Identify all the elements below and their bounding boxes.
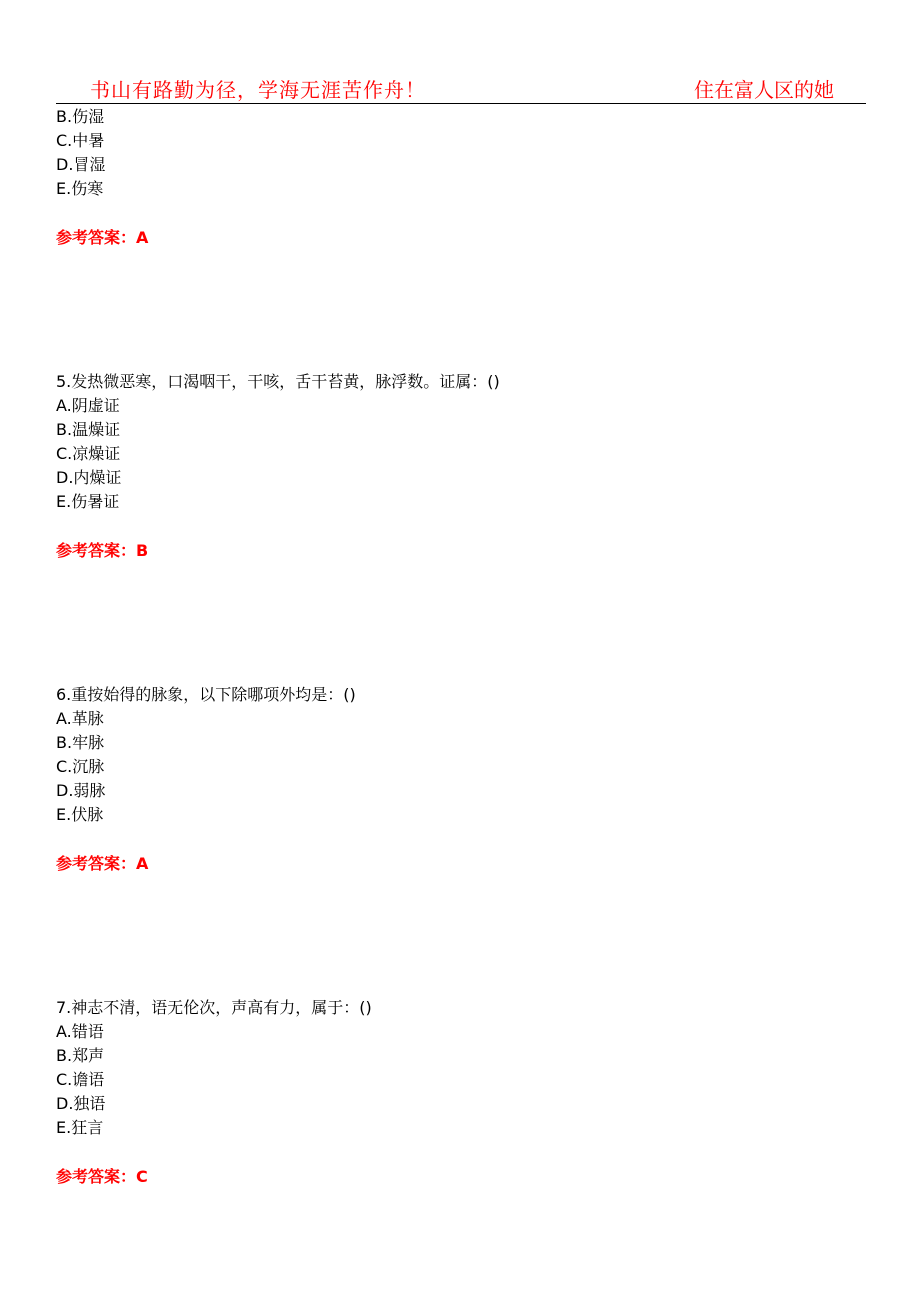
option-e: E.伏脉 bbox=[56, 805, 104, 824]
option-b: B.郑声 bbox=[56, 1046, 105, 1065]
option-d: D.弱脉 bbox=[56, 781, 106, 800]
option-e: E.伤暑证 bbox=[56, 492, 120, 511]
option-d: D.独语 bbox=[56, 1094, 106, 1113]
option-c: C.沉脉 bbox=[56, 757, 105, 776]
question-text: 7.神志不清，语无伦次，声高有力，属于：() bbox=[56, 998, 372, 1017]
reference-answer: 参考答案：A bbox=[56, 854, 149, 873]
option-c: C.中暑 bbox=[56, 131, 105, 150]
option-c: C.凉燥证 bbox=[56, 444, 121, 463]
header-motto: 书山有路勤为径，学海无涯苦作舟！ bbox=[90, 78, 426, 102]
option-a: A.革脉 bbox=[56, 709, 104, 728]
option-b: B.伤湿 bbox=[56, 107, 105, 126]
option-a: A.错语 bbox=[56, 1022, 104, 1041]
option-e: E.伤寒 bbox=[56, 179, 104, 198]
option-a: A.阴虚证 bbox=[56, 396, 120, 415]
reference-answer: 参考答案：A bbox=[56, 228, 149, 247]
option-d: D.内燥证 bbox=[56, 468, 122, 487]
header-author: 住在富人区的她 bbox=[694, 78, 834, 102]
page-header bbox=[56, 70, 866, 104]
question-text: 6.重按始得的脉象，以下除哪项外均是：() bbox=[56, 685, 356, 704]
option-e: E.狂言 bbox=[56, 1118, 104, 1137]
option-d: D.冒湿 bbox=[56, 155, 106, 174]
option-c: C.谵语 bbox=[56, 1070, 105, 1089]
option-b: B.牢脉 bbox=[56, 733, 105, 752]
option-b: B.温燥证 bbox=[56, 420, 121, 439]
reference-answer: 参考答案：B bbox=[56, 541, 149, 560]
reference-answer: 参考答案：C bbox=[56, 1167, 148, 1186]
question-text: 5.发热微恶寒，口渴咽干，干咳，舌干苔黄，脉浮数。证属：() bbox=[56, 372, 500, 391]
